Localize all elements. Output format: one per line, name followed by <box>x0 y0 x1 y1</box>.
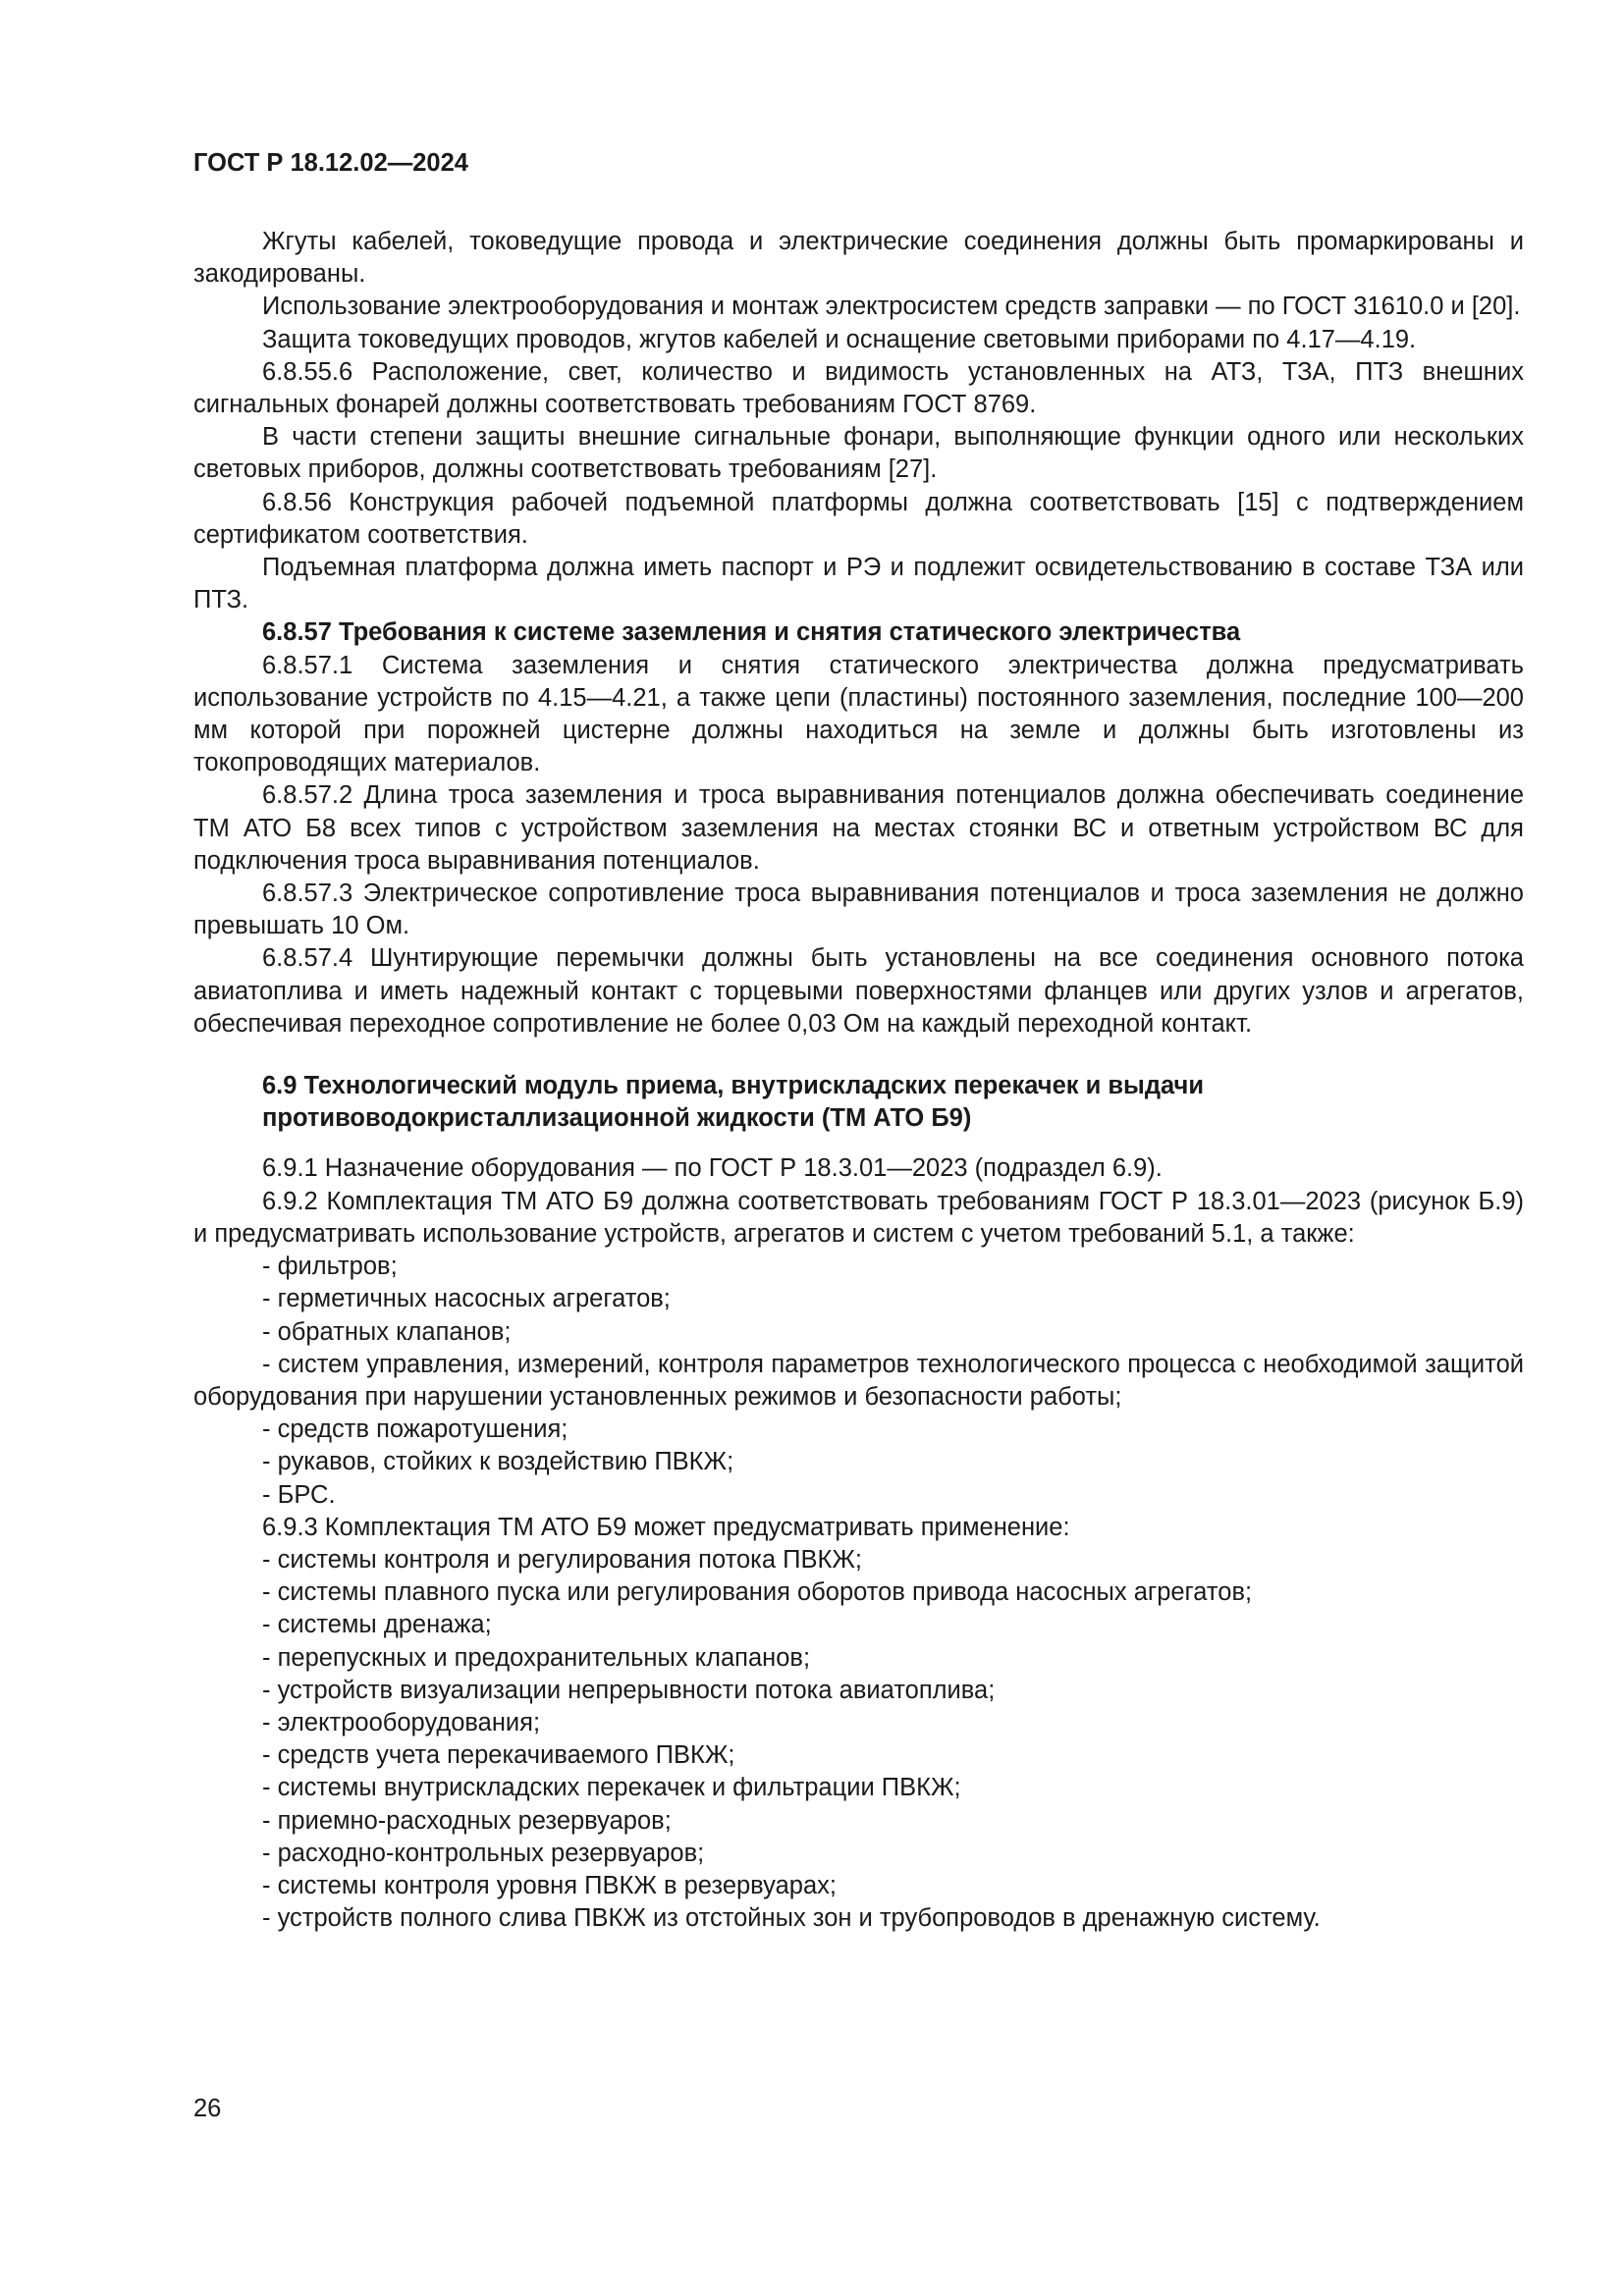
list-item: - систем управления, измерений, контроля параметров технологического процесса с необходимой защитой оборудования при нарушении установленных режимов и безопасности работы; <box>193 1350 1524 1411</box>
list-item: - системы внутрискладских перекачек и фильтрации ПВКЖ; <box>193 1772 1524 1804</box>
optional-equipment-list <box>193 1544 1524 1935</box>
paragraph: 6.9.3 Комплектация ТМ АТО Б9 может предусматривать применение: <box>262 1513 1070 1541</box>
section-heading-line: противоводокристаллизационной жидкости (ТМ АТО Б9) <box>262 1104 972 1133</box>
paragraph: 6.8.56 Конструкция рабочей подъемной платформы должна соответствовать [15] с подтверждением сертификатом соответствия. <box>193 488 1524 549</box>
list-item: - системы контроля уровня ПВКЖ в резервуарах; <box>193 1870 1524 1902</box>
list-item: - перепускных и предохранительных клапанов; <box>193 1642 1524 1675</box>
paragraph: 6.8.57.1 Система заземления и снятия статического электричества должна предусматривать использование устройств по 4.15—4.21, а также цепи (пластины) постоянного заземления, последние 100—200 мм которой при порожней цистерне должны находиться на земле и должны быть изготовлены из токопроводящих материалов. <box>193 651 1524 777</box>
section-heading-line: 6.9 Технологический модуль приема, внутрискладских перекачек и выдачи <box>262 1072 1205 1100</box>
document-header: ГОСТ Р 18.12.02—2024 <box>193 149 468 177</box>
equipment-list <box>193 1251 1524 1349</box>
paragraph: В части степени защиты внешние сигнальные фонари, выполняющие функции одного или нескольких световых приборов, должны соответствовать требованиям [27]. <box>193 423 1524 484</box>
paragraph: Защита токоведущих проводов, жгутов кабелей и оснащение световыми приборами по 4.17—4.19. <box>262 325 1417 353</box>
list-item: - приемно-расходных резервуаров; <box>193 1805 1524 1838</box>
list-item: - системы контроля и регулирования потока ПВКЖ; <box>193 1544 1524 1576</box>
subsection-heading: 6.8.57 Требования к системе заземления и снятия статического электричества <box>262 618 1241 647</box>
list-item: - расходно-контрольных резервуаров; <box>193 1838 1524 1870</box>
list-item: - БРС. <box>193 1479 1524 1512</box>
body-text <box>193 226 1524 1935</box>
paragraph: Подъемная платформа должна иметь паспорт и РЭ и подлежит освидетельствованию в составе ТЗА или ПТЗ. <box>193 554 1524 614</box>
paragraph: 6.8.57.2 Длина троса заземления и троса выравнивания потенциалов должна обеспечивать соединение ТМ АТО Б8 всех типов с устройством заземления на местах стоянки ВС и ответным устройством ВС для подключения троса выравнивания потенциалов. <box>193 781 1524 875</box>
page-number: 26 <box>193 2095 222 2122</box>
paragraph: 6.8.57.4 Шунтирующие перемычки должны быть установлены на все соединения основного потока авиатоплива и иметь надежный контакт с торцевыми поверхностями фланцев или других узлов и агрегатов, обеспечивая переходное сопротивление не более 0,03 Ом на каждый переходной контакт. <box>193 944 1524 1038</box>
list-item: - фильтров; <box>193 1251 1524 1283</box>
list-item: - системы плавного пуска или регулирования оборотов привода насосных агрегатов; <box>193 1576 1524 1609</box>
paragraph: 6.8.55.6 Расположение, свет, количество и видимость установленных на АТЗ, ТЗА, ПТЗ внешних сигнальных фонарей должны соответствовать требованиям ГОСТ 8769. <box>193 357 1524 419</box>
list-item: - системы дренажа; <box>193 1609 1524 1641</box>
paragraph: Использование электрооборудования и монтаж электросистем средств заправки — по ГОСТ 31610.0 и [20]. <box>262 293 1521 321</box>
list-item: - устройств визуализации непрерывности потока авиатоплива; <box>193 1675 1524 1707</box>
section-heading <box>193 1070 1524 1135</box>
list-item: - обратных клапанов; <box>193 1316 1524 1349</box>
list-item: - средств пожаротушения; <box>193 1414 1524 1446</box>
list-item: - герметичных насосных агрегатов; <box>193 1283 1524 1315</box>
paragraph: Жгуты кабелей, токоведущие провода и электрические соединения должны быть промаркированы и закодированы. <box>193 228 1524 289</box>
equipment-list <box>193 1414 1524 1512</box>
list-item: - рукавов, стойких к воздействию ПВКЖ; <box>193 1446 1524 1478</box>
paragraph: 6.9.2 Комплектация ТМ АТО Б9 должна соответствовать требованиям ГОСТ Р 18.3.01—2023 (рисунок Б.9) и предусматривать использование устройств, агрегатов и систем с учетом требований 5.1, а также: <box>193 1187 1524 1248</box>
paragraph: 6.9.1 Назначение оборудования — по ГОСТ Р 18.3.01—2023 (подраздел 6.9). <box>262 1154 1163 1183</box>
list-item: - устройств полного слива ПВКЖ из отстойных зон и трубопроводов в дренажную систему. <box>193 1902 1524 1935</box>
list-item: - средств учета перекачиваемого ПВКЖ; <box>193 1739 1524 1772</box>
list-item: - электрооборудования; <box>193 1707 1524 1739</box>
paragraph: 6.8.57.3 Электрическое сопротивление троса выравнивания потенциалов и троса заземления не должно превышать 10 Ом. <box>193 880 1524 940</box>
